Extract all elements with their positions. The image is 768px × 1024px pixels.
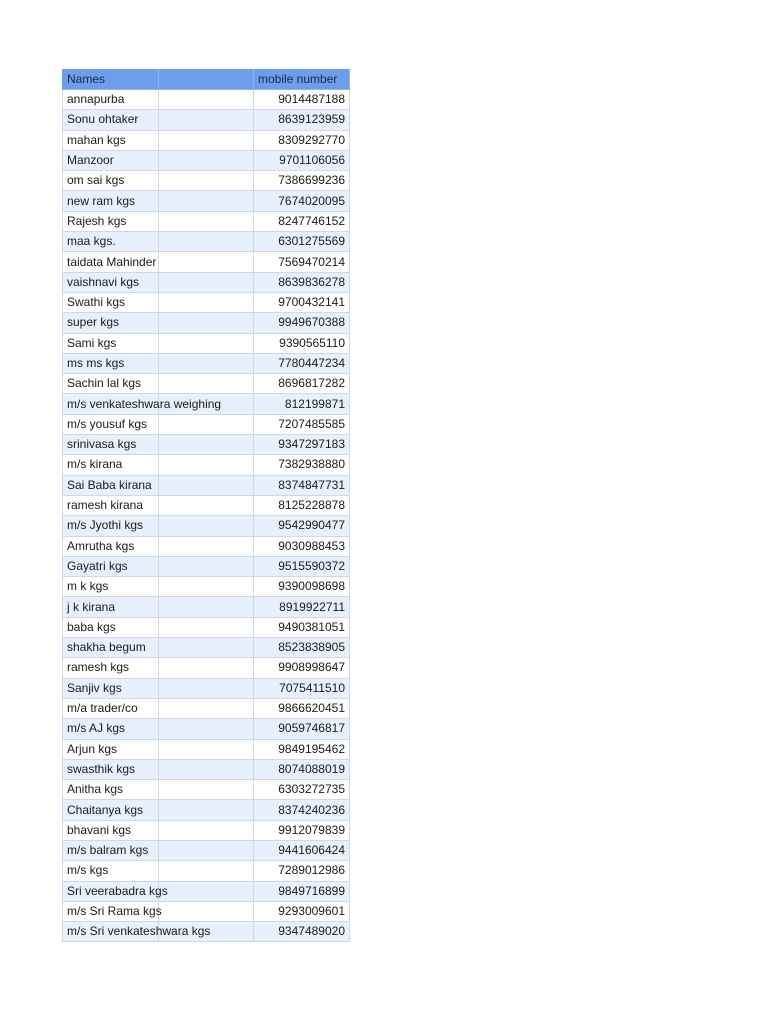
name-cell — [63, 191, 159, 211]
name-cell — [63, 150, 159, 170]
mobile-number-cell: 7674020095 — [254, 191, 350, 211]
name-text: Swathi kgs — [67, 295, 126, 310]
table-row — [63, 820, 350, 840]
table-row — [63, 414, 350, 434]
mobile-number-cell: 9390565110 — [254, 333, 350, 353]
table-row — [63, 495, 350, 515]
name-text: Manzoor — [67, 153, 114, 168]
table-row — [63, 455, 350, 475]
table-row — [63, 922, 350, 942]
name-cell — [63, 820, 159, 840]
table-row — [63, 678, 350, 698]
name-text: Sami kgs — [67, 335, 117, 350]
empty-cell — [159, 252, 254, 272]
name-cell — [63, 698, 159, 718]
empty-cell — [159, 759, 254, 779]
mobile-number-cell: 8309292770 — [254, 130, 350, 150]
table-row — [63, 861, 350, 881]
name-text: baba kgs — [67, 619, 116, 634]
name-text: maa kgs. — [67, 234, 116, 249]
empty-cell — [159, 577, 254, 597]
mobile-number-cell: 9849195462 — [254, 739, 350, 759]
empty-cell — [159, 739, 254, 759]
empty-cell — [159, 455, 254, 475]
name-cell — [63, 658, 159, 678]
table-row — [63, 739, 350, 759]
table-row — [63, 191, 350, 211]
mobile-number-cell: 9059746817 — [254, 719, 350, 739]
mobile-number-cell: 7289012986 — [254, 861, 350, 881]
name-text: Sri veerabadra kgs — [67, 883, 168, 898]
table-row — [63, 475, 350, 495]
empty-cell — [159, 130, 254, 150]
mobile-number-cell: 9014487188 — [254, 90, 350, 110]
name-text: Amrutha kgs — [67, 538, 135, 553]
name-cell — [63, 394, 222, 414]
table-row — [63, 90, 350, 110]
table-row — [63, 617, 350, 637]
empty-cell — [159, 617, 254, 637]
mobile-number-cell: 8639836278 — [254, 272, 350, 292]
header-names: Names — [63, 69, 159, 90]
name-text: Sachin lal kgs — [67, 376, 142, 391]
table-row — [63, 292, 350, 312]
table-header — [63, 69, 350, 90]
empty-cell — [159, 820, 254, 840]
name-cell — [63, 171, 159, 191]
name-text: mahan kgs — [67, 132, 126, 147]
name-text: vaishnavi kgs — [67, 274, 140, 289]
empty-cell — [159, 780, 254, 800]
name-text: srinivasa kgs — [67, 437, 137, 452]
mobile-number-cell: 8639123959 — [254, 110, 350, 130]
name-cell — [63, 110, 159, 130]
name-cell — [63, 759, 159, 779]
mobile-number-cell: 8374240236 — [254, 800, 350, 820]
empty-cell — [159, 861, 254, 881]
name-cell — [63, 861, 159, 881]
empty-cell — [159, 333, 254, 353]
name-text: j k kirana — [67, 599, 116, 614]
table-row — [63, 252, 350, 272]
name-text: m/s Sri Rama kgs — [67, 904, 162, 919]
name-cell — [63, 901, 162, 921]
name-cell — [63, 333, 159, 353]
mobile-number-cell: 7207485585 — [254, 414, 350, 434]
name-text: m/a trader/co — [67, 701, 138, 716]
empty-cell — [159, 211, 254, 231]
name-text: m/s kgs — [67, 863, 109, 878]
table-row — [63, 698, 350, 718]
empty-cell — [159, 536, 254, 556]
name-text: ramesh kirana — [67, 498, 144, 513]
mobile-number-cell: 9701106056 — [254, 150, 350, 170]
mobile-number-cell: 9293009601 — [254, 901, 350, 921]
name-text: Anitha kgs — [67, 782, 124, 797]
mobile-number-cell: 9390098698 — [254, 577, 350, 597]
name-cell — [63, 516, 159, 536]
table-row — [63, 800, 350, 820]
table-row — [63, 516, 350, 536]
table-row — [63, 577, 350, 597]
name-text: m/s kirana — [67, 457, 123, 472]
name-cell — [63, 252, 159, 272]
empty-cell — [159, 232, 254, 252]
table-row — [63, 780, 350, 800]
name-text: m k kgs — [67, 579, 109, 594]
name-cell — [63, 292, 159, 312]
mobile-number-cell: 7386699236 — [254, 171, 350, 191]
mobile-number-cell: 9441606424 — [254, 840, 350, 860]
empty-cell — [159, 800, 254, 820]
mobile-number-cell: 7569470214 — [254, 252, 350, 272]
empty-cell — [159, 475, 254, 495]
empty-cell — [159, 292, 254, 312]
name-text: m/s balram kgs — [67, 843, 149, 858]
table-body — [63, 90, 350, 942]
mobile-number-cell: 812199871 — [254, 394, 350, 414]
empty-cell — [159, 191, 254, 211]
mobile-number-cell: 9030988453 — [254, 536, 350, 556]
name-text: m/s Sri venkateshwara kgs — [67, 924, 211, 939]
mobile-number-cell: 9849716899 — [254, 881, 350, 901]
mobile-number-cell: 9347297183 — [254, 435, 350, 455]
mobile-number-cell: 9490381051 — [254, 617, 350, 637]
name-cell — [63, 232, 159, 252]
empty-cell — [159, 556, 254, 576]
name-cell — [63, 130, 159, 150]
mobile-number-cell: 7382938880 — [254, 455, 350, 475]
name-text: Gayatri kgs — [67, 558, 128, 573]
mobile-number-cell: 8074088019 — [254, 759, 350, 779]
name-cell — [63, 617, 159, 637]
mobile-number-cell: 9515590372 — [254, 556, 350, 576]
mobile-number-cell: 8523838905 — [254, 638, 350, 658]
mobile-number-cell: 8125228878 — [254, 495, 350, 515]
name-text: bhavani kgs — [67, 822, 132, 837]
mobile-number-cell: 7075411510 — [254, 678, 350, 698]
mobile-number-cell: 8696817282 — [254, 374, 350, 394]
name-cell — [63, 678, 159, 698]
mobile-number-cell: 9866620451 — [254, 698, 350, 718]
table-row — [63, 150, 350, 170]
name-cell — [63, 719, 159, 739]
mobile-number-cell: 9949670388 — [254, 313, 350, 333]
name-cell — [63, 840, 159, 860]
name-cell — [63, 780, 159, 800]
empty-cell — [159, 881, 254, 901]
table-row — [63, 272, 350, 292]
empty-cell — [159, 353, 254, 373]
table-row — [63, 171, 350, 191]
empty-cell — [159, 171, 254, 191]
table-row — [63, 394, 350, 414]
table-row — [63, 313, 350, 333]
table-row — [63, 333, 350, 353]
name-cell — [63, 638, 159, 658]
empty-cell — [159, 414, 254, 434]
table-row — [63, 211, 350, 231]
empty-cell — [159, 901, 254, 921]
mobile-number-cell: 9347489020 — [254, 922, 350, 942]
name-text: new ram kgs — [67, 193, 136, 208]
name-text: m/s yousuf kgs — [67, 416, 148, 431]
name-cell — [63, 435, 159, 455]
table-row — [63, 110, 350, 130]
table-row — [63, 536, 350, 556]
empty-cell — [159, 90, 254, 110]
name-cell — [63, 800, 159, 820]
empty-cell — [159, 719, 254, 739]
name-cell — [63, 272, 159, 292]
name-cell — [63, 739, 159, 759]
name-text: Sanjiv kgs — [67, 680, 122, 695]
mobile-number-cell: 9542990477 — [254, 516, 350, 536]
name-text: ramesh kgs — [67, 660, 130, 675]
table-row — [63, 638, 350, 658]
name-text: super kgs — [67, 315, 120, 330]
empty-cell — [159, 597, 254, 617]
name-text: Sai Baba kirana — [67, 477, 152, 492]
mobile-number-cell: 8374847731 — [254, 475, 350, 495]
name-text: ms ms kgs — [67, 356, 125, 370]
name-text: Sonu ohtaker — [67, 112, 139, 127]
table-row — [63, 881, 350, 901]
name-cell — [63, 455, 159, 475]
table-row — [63, 759, 350, 779]
name-text: shakha begum — [67, 640, 146, 655]
name-cell — [63, 597, 159, 617]
name-cell — [63, 577, 159, 597]
empty-cell — [159, 495, 254, 515]
empty-cell — [159, 638, 254, 658]
table-row — [63, 556, 350, 576]
empty-cell — [159, 110, 254, 130]
table-row — [63, 719, 350, 739]
name-text: taidata Mahinder — [67, 254, 157, 269]
name-text: Chaitanya kgs — [67, 802, 144, 817]
mobile-number-cell: 6303272735 — [254, 780, 350, 800]
table-row — [63, 658, 350, 678]
table-row — [63, 597, 350, 617]
name-cell — [63, 475, 159, 495]
table-row — [63, 232, 350, 252]
empty-cell — [159, 150, 254, 170]
name-cell — [63, 495, 159, 515]
mobile-number-cell: 9700432141 — [254, 292, 350, 312]
name-cell — [63, 414, 159, 434]
name-text: m/s venkateshwara weighing — [67, 396, 222, 411]
mobile-number-cell: 7780447234 — [254, 353, 350, 373]
table-row — [63, 374, 350, 394]
name-text: m/s AJ kgs — [67, 721, 126, 736]
name-cell — [63, 211, 159, 231]
empty-cell — [159, 272, 254, 292]
name-cell — [63, 536, 159, 556]
header-row — [63, 69, 350, 90]
header-mobile-number: mobile number — [254, 69, 350, 90]
empty-cell — [159, 516, 254, 536]
contacts-table — [62, 69, 350, 942]
table-row — [63, 840, 350, 860]
mobile-number-cell: 8919922711 — [254, 597, 350, 617]
empty-cell — [159, 840, 254, 860]
name-text: m/s Jyothi kgs — [67, 518, 144, 533]
table-row — [63, 130, 350, 150]
name-text: Rajesh kgs — [67, 213, 127, 228]
name-cell — [63, 353, 159, 373]
name-text: om sai kgs — [67, 173, 125, 188]
header-empty-cell — [159, 69, 254, 90]
name-cell — [63, 313, 159, 333]
name-text: Arjun kgs — [67, 741, 118, 756]
mobile-number-cell: 9908998647 — [254, 658, 350, 678]
empty-cell — [159, 698, 254, 718]
empty-cell — [159, 374, 254, 394]
mobile-number-cell: 8247746152 — [254, 211, 350, 231]
table-row — [63, 353, 350, 373]
mobile-number-cell: 6301275569 — [254, 232, 350, 252]
name-cell — [63, 881, 168, 901]
empty-cell — [159, 313, 254, 333]
name-text: swasthik kgs — [67, 761, 136, 776]
empty-cell — [159, 678, 254, 698]
mobile-number-cell: 9912079839 — [254, 820, 350, 840]
empty-cell — [159, 658, 254, 678]
table-row — [63, 435, 350, 455]
name-cell — [63, 556, 159, 576]
name-cell — [63, 90, 159, 110]
name-cell — [63, 374, 159, 394]
name-text: annapurba — [67, 92, 125, 107]
table-row — [63, 901, 350, 921]
name-cell — [63, 922, 211, 942]
empty-cell — [159, 435, 254, 455]
